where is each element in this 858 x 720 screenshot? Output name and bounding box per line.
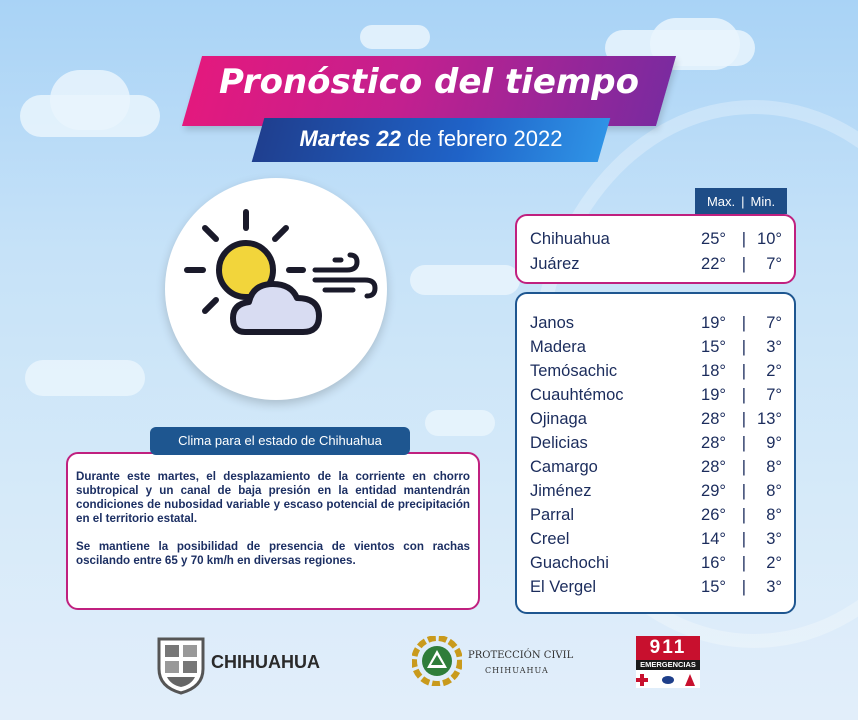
proteccion-civil-title: PROTECCIÓN CIVIL [468, 650, 574, 661]
state-description-box [66, 452, 480, 610]
min-temp: 3° [766, 338, 782, 356]
sun-cloud-wind-icon [165, 178, 387, 400]
min-temp: 7° [766, 314, 782, 332]
min-temp: 3° [766, 578, 782, 596]
max-temp: 18° [701, 362, 726, 380]
city-row [530, 578, 782, 600]
max-temp: 28° [701, 434, 726, 452]
max-temp: 14° [701, 530, 726, 548]
min-temp: 2° [766, 554, 782, 572]
max-temp: 22° [701, 255, 726, 273]
min-temp: 10° [757, 230, 782, 248]
city-row [530, 314, 782, 336]
city-row [530, 255, 782, 277]
min-temp: 7° [766, 386, 782, 404]
max-temp: 28° [701, 458, 726, 476]
city-name: Juárez [530, 255, 580, 273]
city-row [530, 362, 782, 384]
city-row [530, 434, 782, 456]
max-header: Max. [706, 193, 736, 209]
temp-separator: | [741, 338, 746, 356]
temp-separator: | [741, 314, 746, 332]
temp-separator: | [741, 362, 746, 380]
bg-cloud [360, 25, 430, 49]
city-name: Jiménez [530, 482, 592, 500]
city-name: Creel [530, 530, 570, 548]
proteccion-civil-subtitle: CHIHUAHUA [485, 666, 549, 675]
temp-separator: | [741, 578, 746, 596]
min-temp: 9° [766, 434, 782, 452]
temp-separator: | [741, 482, 746, 500]
e911-number: 911 [649, 637, 687, 658]
description-paragraph: Durante este martes, el desplazamiento de la corriente en chorro subtropical y un canal de baja presión en la entidad mantendrán condiciones de nubosidad variable y escaso potencial de precipitación en el territorio estatal. [76, 470, 470, 525]
state-section-label: Clima para el estado de Chihuahua [150, 427, 410, 455]
min-header: Min. [750, 193, 776, 209]
city-row [530, 386, 782, 408]
date-rest: de febrero 2022 [401, 126, 563, 151]
temp-separator: | [741, 458, 746, 476]
city-name: Delicias [530, 434, 588, 452]
city-name: Guachochi [530, 554, 609, 572]
min-temp: 3° [766, 530, 782, 548]
min-temp: 2° [766, 362, 782, 380]
temp-separator: | [741, 230, 746, 248]
header-separator: | [741, 193, 745, 209]
min-temp: 8° [766, 506, 782, 524]
city-name: Ojinaga [530, 410, 587, 428]
max-temp: 16° [701, 554, 726, 572]
description-paragraph: Se mantiene la posibilidad de presencia de vientos con rachas oscilando entre 65 y 70 km/h en diversas regiones. [76, 540, 470, 567]
weather-icon-circle [165, 178, 387, 400]
chihuahua-logo-text: CHIHUAHUA [211, 652, 320, 672]
city-row [530, 338, 782, 360]
max-temp: 28° [701, 410, 726, 428]
max-temp: 26° [701, 506, 726, 524]
max-temp: 29° [701, 482, 726, 500]
temp-separator: | [741, 434, 746, 452]
max-temp: 25° [701, 230, 726, 248]
bg-cloud [425, 410, 495, 436]
max-temp: 15° [701, 338, 726, 356]
max-temp: 19° [701, 314, 726, 332]
bg-cloud [50, 70, 130, 130]
page-title: Pronóstico del tiempo [218, 62, 640, 102]
max-temp: 19° [701, 386, 726, 404]
min-temp: 8° [766, 458, 782, 476]
bg-cloud [25, 360, 145, 396]
temp-separator: | [741, 530, 746, 548]
date-day: Martes 22 [299, 126, 402, 151]
city-name: Temósachic [530, 362, 618, 380]
city-row [530, 410, 782, 432]
city-name: Camargo [530, 458, 598, 476]
temp-separator: | [741, 410, 746, 428]
city-name: Parral [530, 506, 575, 524]
city-row [530, 230, 782, 252]
min-temp: 13° [757, 410, 782, 428]
city-row [530, 554, 782, 576]
temp-separator: | [741, 506, 746, 524]
min-temp: 7° [766, 255, 782, 273]
city-name: Janos [530, 314, 575, 332]
city-name: Chihuahua [530, 230, 610, 248]
chihuahua-coat-of-arms-icon [155, 635, 207, 695]
city-row [530, 482, 782, 504]
city-row [530, 530, 782, 552]
e911-label: EMERGENCIAS [640, 660, 696, 669]
temp-separator: | [741, 386, 746, 404]
city-row [530, 506, 782, 528]
emergencias-911-logo [636, 636, 700, 688]
proteccion-civil-emblem-icon [412, 636, 462, 686]
temp-separator: | [741, 554, 746, 572]
temperature-column-header [695, 188, 787, 214]
city-name: Madera [530, 338, 586, 356]
bg-cloud [410, 265, 520, 295]
max-temp: 15° [701, 578, 726, 596]
temp-separator: | [741, 255, 746, 273]
city-name: Cuauhtémoc [530, 386, 624, 404]
min-temp: 8° [766, 482, 782, 500]
city-name: El Vergel [530, 578, 597, 596]
city-row [530, 458, 782, 480]
forecast-date [258, 126, 604, 152]
